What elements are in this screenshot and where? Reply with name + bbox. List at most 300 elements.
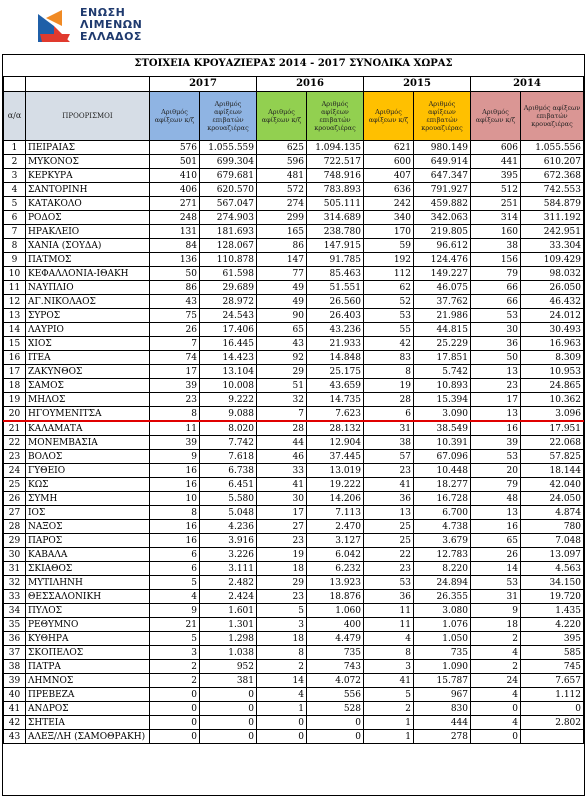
- arrivals-2017: 17: [150, 365, 200, 379]
- passengers-2017: 274.903: [200, 211, 257, 225]
- arrivals-2014: 16: [471, 520, 521, 534]
- passengers-2016: 238.780: [307, 225, 364, 239]
- passengers-2016: 722.517: [307, 155, 364, 169]
- arrivals-2016: 51: [257, 379, 307, 393]
- passengers-2015: 444: [414, 716, 471, 730]
- arrivals-2016: 147: [257, 253, 307, 267]
- arrivals-2017: 136: [150, 253, 200, 267]
- table-row: [4, 716, 584, 730]
- destination-name: ΜΥΚΟΝΟΣ: [26, 155, 150, 169]
- passengers-2015: 15.787: [414, 674, 471, 688]
- passengers-2014: 10.362: [521, 393, 584, 407]
- arrivals-2016: 4: [257, 688, 307, 702]
- arrivals-2017: 16: [150, 478, 200, 492]
- arrivals-2016: 7: [257, 407, 307, 422]
- arrivals-2015: 1: [364, 716, 414, 730]
- arrivals-2014: 2: [471, 660, 521, 674]
- row-number: 3: [4, 169, 26, 183]
- arrivals-2017: 86: [150, 281, 200, 295]
- passengers-2014: 26.050: [521, 281, 584, 295]
- arrivals-2017: 4: [150, 590, 200, 604]
- arrivals-2015: 4: [364, 632, 414, 646]
- arrivals-2017: 7: [150, 337, 200, 351]
- passengers-2017: 24.543: [200, 309, 257, 323]
- table-row: [4, 281, 584, 295]
- arrivals-2016: 90: [257, 309, 307, 323]
- table-row: [4, 351, 584, 365]
- column-header-aa: α/α: [4, 92, 26, 141]
- passengers-2015: 38.549: [414, 421, 471, 436]
- passengers-2016: 748.916: [307, 169, 364, 183]
- destination-name: ΠΑΤΜΟΣ: [26, 253, 150, 267]
- passengers-2016: 26.560: [307, 295, 364, 309]
- table-row: [4, 239, 584, 253]
- arrivals-2017: 271: [150, 197, 200, 211]
- passengers-2017: 2.482: [200, 576, 257, 590]
- row-number: 8: [4, 239, 26, 253]
- arrivals-2014: 16: [471, 421, 521, 436]
- row-number: 31: [4, 562, 26, 576]
- passengers-2016: 1.094.135: [307, 141, 364, 155]
- arrivals-2014: 66: [471, 295, 521, 309]
- destination-name: ΠΑΤΡΑ: [26, 660, 150, 674]
- destination-name: ΒΟΛΟΣ: [26, 450, 150, 464]
- passengers-2015: 25.229: [414, 337, 471, 351]
- arrivals-2016: 32: [257, 393, 307, 407]
- passengers-2014: 311.192: [521, 211, 584, 225]
- destination-name: ΗΓΟΥΜΕΝΙΤΣΑ: [26, 407, 150, 422]
- arrivals-2014: 4: [471, 646, 521, 660]
- passengers-2017: 29.689: [200, 281, 257, 295]
- arrivals-2014: 2: [471, 632, 521, 646]
- table-row: [4, 618, 584, 632]
- arrivals-2016: 19: [257, 548, 307, 562]
- column-header-arrivals-2017: Αριθμός αφίξεων κ/ζ: [150, 92, 200, 141]
- passengers-2017: 1.601: [200, 604, 257, 618]
- row-number: 35: [4, 618, 26, 632]
- arrivals-2014: 50: [471, 351, 521, 365]
- table-row: [4, 141, 584, 155]
- arrivals-2016: 18: [257, 562, 307, 576]
- arrivals-2015: 53: [364, 309, 414, 323]
- passengers-2016: 505.111: [307, 197, 364, 211]
- passengers-2014: 17.951: [521, 421, 584, 436]
- row-number: 34: [4, 604, 26, 618]
- arrivals-2015: 22: [364, 548, 414, 562]
- passengers-2017: 9.222: [200, 393, 257, 407]
- row-number: 18: [4, 379, 26, 393]
- arrivals-2016: 65: [257, 323, 307, 337]
- arrivals-2016: 481: [257, 169, 307, 183]
- destination-name: ΖΑΚΥΝΘΟΣ: [26, 365, 150, 379]
- arrivals-2015: 55: [364, 323, 414, 337]
- destination-name: ΜΗΛΟΣ: [26, 393, 150, 407]
- passengers-2017: 1.038: [200, 646, 257, 660]
- passengers-2017: 1.298: [200, 632, 257, 646]
- table-row: [4, 520, 584, 534]
- table-row: [4, 225, 584, 239]
- table-row: [4, 267, 584, 281]
- arrivals-2014: 4: [471, 688, 521, 702]
- passengers-2017: 952: [200, 660, 257, 674]
- passengers-2015: 67.096: [414, 450, 471, 464]
- row-number: 20: [4, 407, 26, 422]
- destination-name: ΓΥΘΕΙΟ: [26, 464, 150, 478]
- passengers-2015: 3.679: [414, 534, 471, 548]
- table-row: [4, 379, 584, 393]
- row-number: 17: [4, 365, 26, 379]
- arrivals-2015: 5: [364, 688, 414, 702]
- row-number: 4: [4, 183, 26, 197]
- table-body: [4, 141, 584, 744]
- table-row: [4, 450, 584, 464]
- arrivals-2014: 14: [471, 562, 521, 576]
- arrivals-2017: 6: [150, 562, 200, 576]
- destination-name: ΣΚΟΠΕΛΟΣ: [26, 646, 150, 660]
- passengers-2016: 556: [307, 688, 364, 702]
- passengers-2015: 5.742: [414, 365, 471, 379]
- passengers-2017: 14.423: [200, 351, 257, 365]
- arrivals-2014: 13: [471, 506, 521, 520]
- arrivals-2015: 11: [364, 604, 414, 618]
- passengers-2015: 278: [414, 730, 471, 744]
- arrivals-2016: 29: [257, 365, 307, 379]
- passengers-2017: 699.304: [200, 155, 257, 169]
- passengers-2014: 8.309: [521, 351, 584, 365]
- arrivals-2017: 50: [150, 267, 200, 281]
- passengers-2017: 10.008: [200, 379, 257, 393]
- arrivals-2014: 79: [471, 267, 521, 281]
- passengers-2014: 98.032: [521, 267, 584, 281]
- passengers-2014: 16.963: [521, 337, 584, 351]
- column-header-arrivals-2015: Αριθμός αφίξεων κ/ζ: [364, 92, 414, 141]
- arrivals-2016: 0: [257, 730, 307, 744]
- passengers-2017: 0: [200, 730, 257, 744]
- passengers-2015: 44.815: [414, 323, 471, 337]
- row-number: 32: [4, 576, 26, 590]
- arrivals-2015: 13: [364, 506, 414, 520]
- destination-name: ΑΛΕΞ/ΛΗ (ΣΑΜΟΘΡΑΚΗ): [26, 730, 150, 744]
- arrivals-2014: 53: [471, 450, 521, 464]
- passengers-2014: 672.368: [521, 169, 584, 183]
- passengers-2016: 14.848: [307, 351, 364, 365]
- arrivals-2017: 501: [150, 155, 200, 169]
- table-row: [4, 562, 584, 576]
- arrivals-2015: 57: [364, 450, 414, 464]
- passengers-2017: 567.047: [200, 197, 257, 211]
- destination-name: ΜΥΤΙΛΗΝΗ: [26, 576, 150, 590]
- table-row: [4, 337, 584, 351]
- arrivals-2016: 77: [257, 267, 307, 281]
- passengers-2015: 830: [414, 702, 471, 716]
- logo-text: [80, 7, 142, 43]
- passengers-2017: 0: [200, 702, 257, 716]
- arrivals-2016: 30: [257, 492, 307, 506]
- passengers-2014: 18.144: [521, 464, 584, 478]
- destination-name: ΣΑΝΤΟΡΙΝΗ: [26, 183, 150, 197]
- passengers-2016: 0: [307, 730, 364, 744]
- destination-name: ΠΕΙΡΑΙΑΣ: [26, 141, 150, 155]
- passengers-2016: 25.175: [307, 365, 364, 379]
- arrivals-2017: 43: [150, 295, 200, 309]
- passengers-2015: 24.894: [414, 576, 471, 590]
- passengers-2017: 381: [200, 674, 257, 688]
- destination-name: ΣΑΜΟΣ: [26, 379, 150, 393]
- passengers-2015: 10.893: [414, 379, 471, 393]
- table-row: [4, 646, 584, 660]
- arrivals-2017: 0: [150, 702, 200, 716]
- arrivals-2015: 36: [364, 590, 414, 604]
- arrivals-2015: 621: [364, 141, 414, 155]
- row-number: 30: [4, 548, 26, 562]
- arrivals-2016: 572: [257, 183, 307, 197]
- row-number: 29: [4, 534, 26, 548]
- table-row: [4, 169, 584, 183]
- row-number: 38: [4, 660, 26, 674]
- passengers-2017: 13.104: [200, 365, 257, 379]
- arrivals-2016: 86: [257, 239, 307, 253]
- passengers-2014: 34.150: [521, 576, 584, 590]
- passengers-2015: 3.080: [414, 604, 471, 618]
- arrivals-2015: 6: [364, 407, 414, 422]
- passengers-2015: 459.882: [414, 197, 471, 211]
- row-number: 33: [4, 590, 26, 604]
- arrivals-2014: 53: [471, 576, 521, 590]
- arrivals-2015: 11: [364, 618, 414, 632]
- table-row: [4, 211, 584, 225]
- arrivals-2016: 23: [257, 534, 307, 548]
- passengers-2014: 10.953: [521, 365, 584, 379]
- arrivals-2015: 28: [364, 393, 414, 407]
- table-row: [4, 421, 584, 436]
- destination-name: ΘΕΣΣΑΛΟΝΙΚΗ: [26, 590, 150, 604]
- destination-name: ΣΥΡΟΣ: [26, 309, 150, 323]
- destination-name: ΝΑΥΠΛΙΟ: [26, 281, 150, 295]
- arrivals-2017: 11: [150, 421, 200, 436]
- logo-line-3: ΕΛΛΑΔΟΣ: [80, 30, 142, 43]
- arrivals-2014: 441: [471, 155, 521, 169]
- arrivals-2017: 6: [150, 548, 200, 562]
- table-row: [4, 688, 584, 702]
- table-row: [4, 604, 584, 618]
- arrivals-2017: 9: [150, 604, 200, 618]
- passengers-2017: 8.020: [200, 421, 257, 436]
- arrivals-2014: 0: [471, 730, 521, 744]
- table-row: [4, 464, 584, 478]
- passengers-2015: 26.355: [414, 590, 471, 604]
- year-header-2016: 2016: [257, 77, 364, 92]
- arrivals-2014: 20: [471, 464, 521, 478]
- arrivals-2015: 636: [364, 183, 414, 197]
- passengers-2016: 7.623: [307, 407, 364, 422]
- passengers-2015: 8.220: [414, 562, 471, 576]
- passengers-2017: 620.570: [200, 183, 257, 197]
- arrivals-2015: 83: [364, 351, 414, 365]
- passengers-2014: 7.048: [521, 534, 584, 548]
- table-row: [4, 492, 584, 506]
- cruise-stats-table: [3, 76, 584, 744]
- passengers-2015: 1.090: [414, 660, 471, 674]
- arrivals-2016: 49: [257, 281, 307, 295]
- arrivals-2014: 38: [471, 239, 521, 253]
- passengers-2015: 6.700: [414, 506, 471, 520]
- arrivals-2015: 25: [364, 520, 414, 534]
- arrivals-2017: 0: [150, 688, 200, 702]
- arrivals-2016: 2: [257, 660, 307, 674]
- row-number: 15: [4, 337, 26, 351]
- passengers-2015: 980.149: [414, 141, 471, 155]
- elime-logo: [32, 4, 152, 52]
- passengers-2017: 4.236: [200, 520, 257, 534]
- passengers-2017: 679.681: [200, 169, 257, 183]
- destination-name: ΣΚΙΑΘΟΣ: [26, 562, 150, 576]
- arrivals-2016: 43: [257, 337, 307, 351]
- arrivals-2014: 395: [471, 169, 521, 183]
- passengers-2017: 17.406: [200, 323, 257, 337]
- logo-line-1: ΕΝΩΣΗ: [80, 6, 126, 19]
- destination-name: ΡΟΔΟΣ: [26, 211, 150, 225]
- passengers-2015: 21.986: [414, 309, 471, 323]
- arrivals-2014: 512: [471, 183, 521, 197]
- passengers-2015: 791.927: [414, 183, 471, 197]
- table-row: [4, 183, 584, 197]
- row-number: 25: [4, 478, 26, 492]
- passengers-2016: 0: [307, 716, 364, 730]
- passengers-2017: 6.451: [200, 478, 257, 492]
- passengers-2016: 51.551: [307, 281, 364, 295]
- passengers-2016: 528: [307, 702, 364, 716]
- destination-name: ΚΑΛΑΜΑΤΑ: [26, 421, 150, 436]
- arrivals-2016: 14: [257, 674, 307, 688]
- arrivals-2015: 8: [364, 646, 414, 660]
- arrivals-2014: 53: [471, 309, 521, 323]
- year-header-2017: 2017: [150, 77, 257, 92]
- passengers-2016: 2.470: [307, 520, 364, 534]
- passengers-2015: 46.075: [414, 281, 471, 295]
- passengers-2015: 15.394: [414, 393, 471, 407]
- table-row: [4, 407, 584, 422]
- arrivals-2015: 23: [364, 562, 414, 576]
- arrivals-2014: 9: [471, 604, 521, 618]
- passengers-2015: 17.851: [414, 351, 471, 365]
- passengers-2015: 1.076: [414, 618, 471, 632]
- passengers-2016: 4.072: [307, 674, 364, 688]
- row-number: 16: [4, 351, 26, 365]
- passengers-2014: 24.050: [521, 492, 584, 506]
- arrivals-2016: 46: [257, 450, 307, 464]
- table-row: [4, 155, 584, 169]
- passengers-2016: 3.127: [307, 534, 364, 548]
- passengers-2014: 395: [521, 632, 584, 646]
- row-number: 36: [4, 632, 26, 646]
- arrivals-2015: 192: [364, 253, 414, 267]
- passengers-2015: 37.762: [414, 295, 471, 309]
- row-number: 21: [4, 421, 26, 436]
- arrivals-2017: 84: [150, 239, 200, 253]
- destination-name: ΧΑΝΙΑ (ΣΟΥΔΑ): [26, 239, 150, 253]
- destination-name: ΛΑΥΡΙΟ: [26, 323, 150, 337]
- row-number: 22: [4, 436, 26, 450]
- arrivals-2016: 18: [257, 632, 307, 646]
- arrivals-2014: 13: [471, 407, 521, 422]
- row-number: 24: [4, 464, 26, 478]
- arrivals-2015: 41: [364, 674, 414, 688]
- arrivals-2017: 26: [150, 323, 200, 337]
- arrivals-2014: 36: [471, 337, 521, 351]
- passengers-2014: 242.951: [521, 225, 584, 239]
- arrivals-2017: 8: [150, 506, 200, 520]
- ship-logo-icon: [32, 4, 76, 48]
- passengers-2016: 91.785: [307, 253, 364, 267]
- passengers-2015: 149.227: [414, 267, 471, 281]
- table-row: [4, 323, 584, 337]
- passengers-2014: 109.429: [521, 253, 584, 267]
- passengers-2015: 647.347: [414, 169, 471, 183]
- arrivals-2015: 19: [364, 379, 414, 393]
- arrivals-2014: 24: [471, 674, 521, 688]
- passengers-2015: 124.476: [414, 253, 471, 267]
- passengers-2017: 181.693: [200, 225, 257, 239]
- row-number: 9: [4, 253, 26, 267]
- passengers-2014: 742.553: [521, 183, 584, 197]
- arrivals-2016: 41: [257, 478, 307, 492]
- column-header-destinations: ΠΡΟΟΡΙΣΜΟΙ: [26, 92, 150, 141]
- arrivals-2017: 23: [150, 393, 200, 407]
- arrivals-2015: 112: [364, 267, 414, 281]
- destination-name: ΚΕΡΚΥΡΑ: [26, 169, 150, 183]
- passengers-2015: 1.050: [414, 632, 471, 646]
- passengers-2014: 57.825: [521, 450, 584, 464]
- arrivals-2014: 66: [471, 281, 521, 295]
- passengers-2014: 584.879: [521, 197, 584, 211]
- arrivals-2015: 23: [364, 464, 414, 478]
- arrivals-2016: 23: [257, 590, 307, 604]
- passengers-2015: 16.728: [414, 492, 471, 506]
- arrivals-2014: 26: [471, 548, 521, 562]
- arrivals-2015: 340: [364, 211, 414, 225]
- passengers-2017: 2.424: [200, 590, 257, 604]
- destination-name: ΣΗΤΕΙΑ: [26, 716, 150, 730]
- row-number: 6: [4, 211, 26, 225]
- passengers-2017: 128.067: [200, 239, 257, 253]
- arrivals-2017: 406: [150, 183, 200, 197]
- arrivals-2015: 38: [364, 436, 414, 450]
- destination-name: ΚΩΣ: [26, 478, 150, 492]
- passengers-2016: 14.206: [307, 492, 364, 506]
- destination-name: ΗΡΑΚΛΕΙΟ: [26, 225, 150, 239]
- column-header-passengers-2017: Αριθμός αφίξεων επιβατών κρουαζιέρας: [200, 92, 257, 141]
- table-row: [4, 309, 584, 323]
- passengers-2016: 37.445: [307, 450, 364, 464]
- row-number: 39: [4, 674, 26, 688]
- passengers-2016: 85.463: [307, 267, 364, 281]
- arrivals-2017: 131: [150, 225, 200, 239]
- destination-name: ΚΕΦΑΛΛΟΝΙΑ-ΙΘΑΚΗ: [26, 267, 150, 281]
- arrivals-2016: 17: [257, 506, 307, 520]
- arrivals-2016: 33: [257, 464, 307, 478]
- passengers-2016: 735: [307, 646, 364, 660]
- arrivals-2014: 31: [471, 590, 521, 604]
- arrivals-2016: 596: [257, 155, 307, 169]
- arrivals-2017: 0: [150, 730, 200, 744]
- arrivals-2016: 28: [257, 421, 307, 436]
- passengers-2016: 13.019: [307, 464, 364, 478]
- passengers-2016: 7.113: [307, 506, 364, 520]
- arrivals-2017: 0: [150, 716, 200, 730]
- passengers-2017: 7.742: [200, 436, 257, 450]
- destination-name: ΠΑΡΟΣ: [26, 534, 150, 548]
- passengers-2015: 18.277: [414, 478, 471, 492]
